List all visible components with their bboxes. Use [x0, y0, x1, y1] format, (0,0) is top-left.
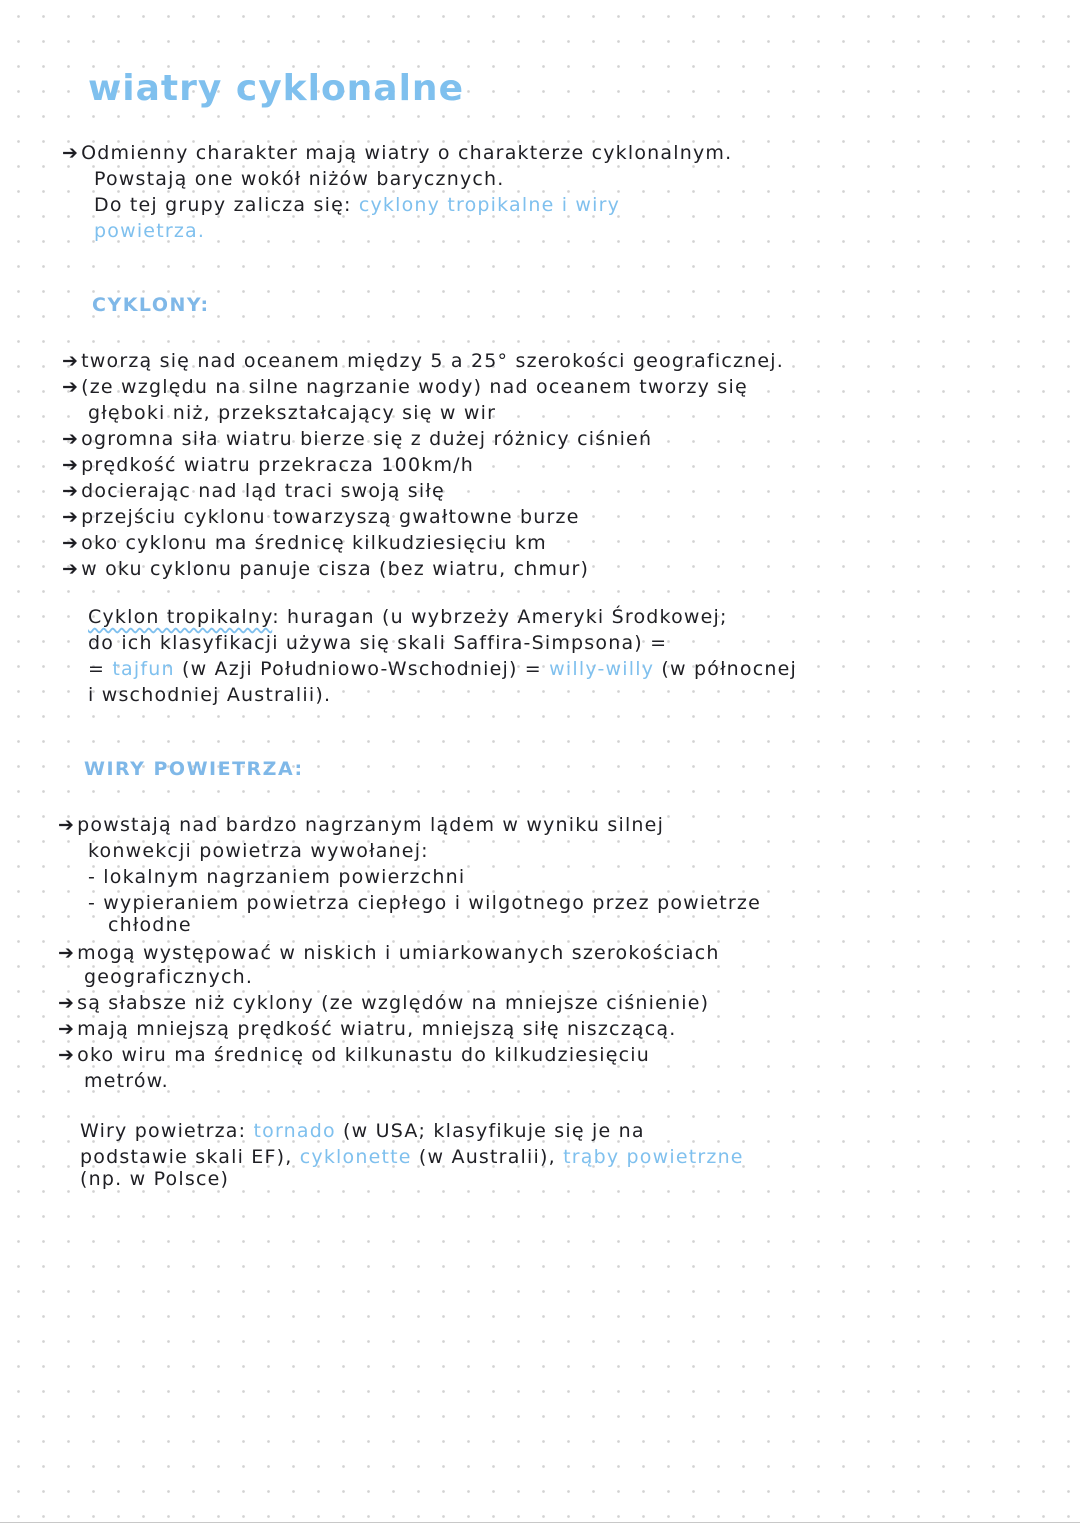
arrow-icon: ➔: [62, 142, 80, 164]
list-item-continuation: chłodne: [108, 914, 192, 936]
list-item: ➔ docierając nad ląd traci swoją siłę: [62, 480, 445, 502]
list-item: ➔ są słabsze niż cyklony (ze względów na mniejsze ciśnienie): [58, 992, 710, 1014]
list-item: ➔ prędkość wiatru przekracza 100km/h: [62, 454, 475, 476]
list-item-continuation: konwekcji powietrza wywołanej:: [88, 840, 429, 862]
list-item: ➔ oko wiru ma średnicę od kilkunastu do kilkudziesięciu: [58, 1044, 651, 1066]
note-line-3: (np. w Polsce): [80, 1168, 230, 1190]
list-item-continuation: głęboki niż, przekształcający się w wir: [88, 402, 497, 424]
arrow-icon: ➔: [62, 376, 80, 398]
arrow-icon: ➔: [62, 350, 80, 372]
list-item: ➔ mają mniejszą prędkość wiatru, mniejszą siłę niszczącą.: [58, 1018, 677, 1040]
arrow-icon: ➔: [58, 942, 76, 964]
arrow-icon: ➔: [58, 814, 76, 836]
arrow-icon: ➔: [58, 1044, 76, 1066]
sub-item: - wypieraniem powietrza ciepłego i wilgotnego przez powietrze: [88, 892, 761, 914]
list-item: ➔ tworzą się nad oceanem między 5 a 25° szerokości geograficznej.: [62, 350, 785, 372]
list-item: ➔ ogromna siła wiatru bierze się z dużej różnicy ciśnień: [62, 428, 653, 450]
list-item: ➔ mogą występować w niskich i umiarkowanych szerokościach: [58, 942, 720, 964]
highlight-term: willy-willy: [549, 658, 655, 680]
intro-line-4: powietrza.: [94, 220, 206, 242]
note-line-2: do ich klasyfikacji używa się skali Saffira-Simpsona) =: [88, 632, 668, 654]
arrow-icon: ➔: [62, 558, 80, 580]
note-term: Cyklon tropikalny: [88, 606, 273, 628]
note-line-1: Cyklon tropikalny: huragan (u wybrzeży Ameryki Środkowej;: [88, 606, 728, 628]
arrow-icon: ➔: [62, 454, 80, 476]
sub-item: - lokalnym nagrzaniem powierzchni: [88, 866, 466, 888]
arrow-icon: ➔: [58, 1018, 76, 1040]
list-item: ➔ przejściu cyklonu towarzyszą gwałtowne burze: [62, 506, 580, 528]
highlight-term: cyklonette: [299, 1146, 412, 1168]
list-item: ➔ oko cyklonu ma średnicę kilkudziesięciu km: [62, 532, 547, 554]
section-heading-cyklony: CYKLONY:: [92, 294, 210, 316]
section-heading-wiry: WIRY POWIETRZA:: [84, 758, 304, 780]
intro-line-1: ➔ Odmienny charakter mają wiatry o charakterze cyklonalnym.: [62, 142, 733, 164]
list-item: ➔ w oku cyklonu panuje cisza (bez wiatru, chmur): [62, 558, 590, 580]
arrow-icon: ➔: [62, 480, 80, 502]
highlight-term: cyklony tropikalne i wiry: [358, 194, 621, 216]
highlight-term: trąby powietrzne: [563, 1146, 744, 1168]
list-item-continuation: metrów.: [84, 1070, 169, 1092]
page-title: wiatry cyklonalne: [88, 68, 464, 109]
arrow-icon: ➔: [62, 506, 80, 528]
arrow-icon: ➔: [62, 532, 80, 554]
list-item-continuation: geograficznych.: [84, 966, 254, 988]
highlight-term: tornado: [253, 1120, 336, 1142]
intro-line-2: Powstają one wokół niżów barycznych.: [94, 168, 505, 190]
note-line-1: Wiry powietrza: tornado (w USA; klasyfikuje się je na: [80, 1120, 645, 1142]
note-line-2: podstawie skali EF), cyklonette (w Australii), trąby powietrzne: [80, 1146, 744, 1168]
intro-line-3: Do tej grupy zalicza się: cyklony tropikalne i wiry: [94, 194, 621, 216]
arrow-icon: ➔: [62, 428, 80, 450]
list-item: ➔ (ze względu na silne nagrzanie wody) nad oceanem tworzy się: [62, 376, 748, 398]
arrow-icon: ➔: [58, 992, 76, 1014]
page-edge-divider: [0, 1522, 1080, 1523]
list-item: ➔ powstają nad bardzo nagrzanym lądem w wyniku silnej: [58, 814, 665, 836]
note-line-3: = tajfun (w Azji Południowo-Wschodniej) = willy-willy (w północnej: [88, 658, 797, 680]
note-line-4: i wschodniej Australii).: [88, 684, 332, 706]
highlight-term: tajfun: [112, 658, 175, 680]
